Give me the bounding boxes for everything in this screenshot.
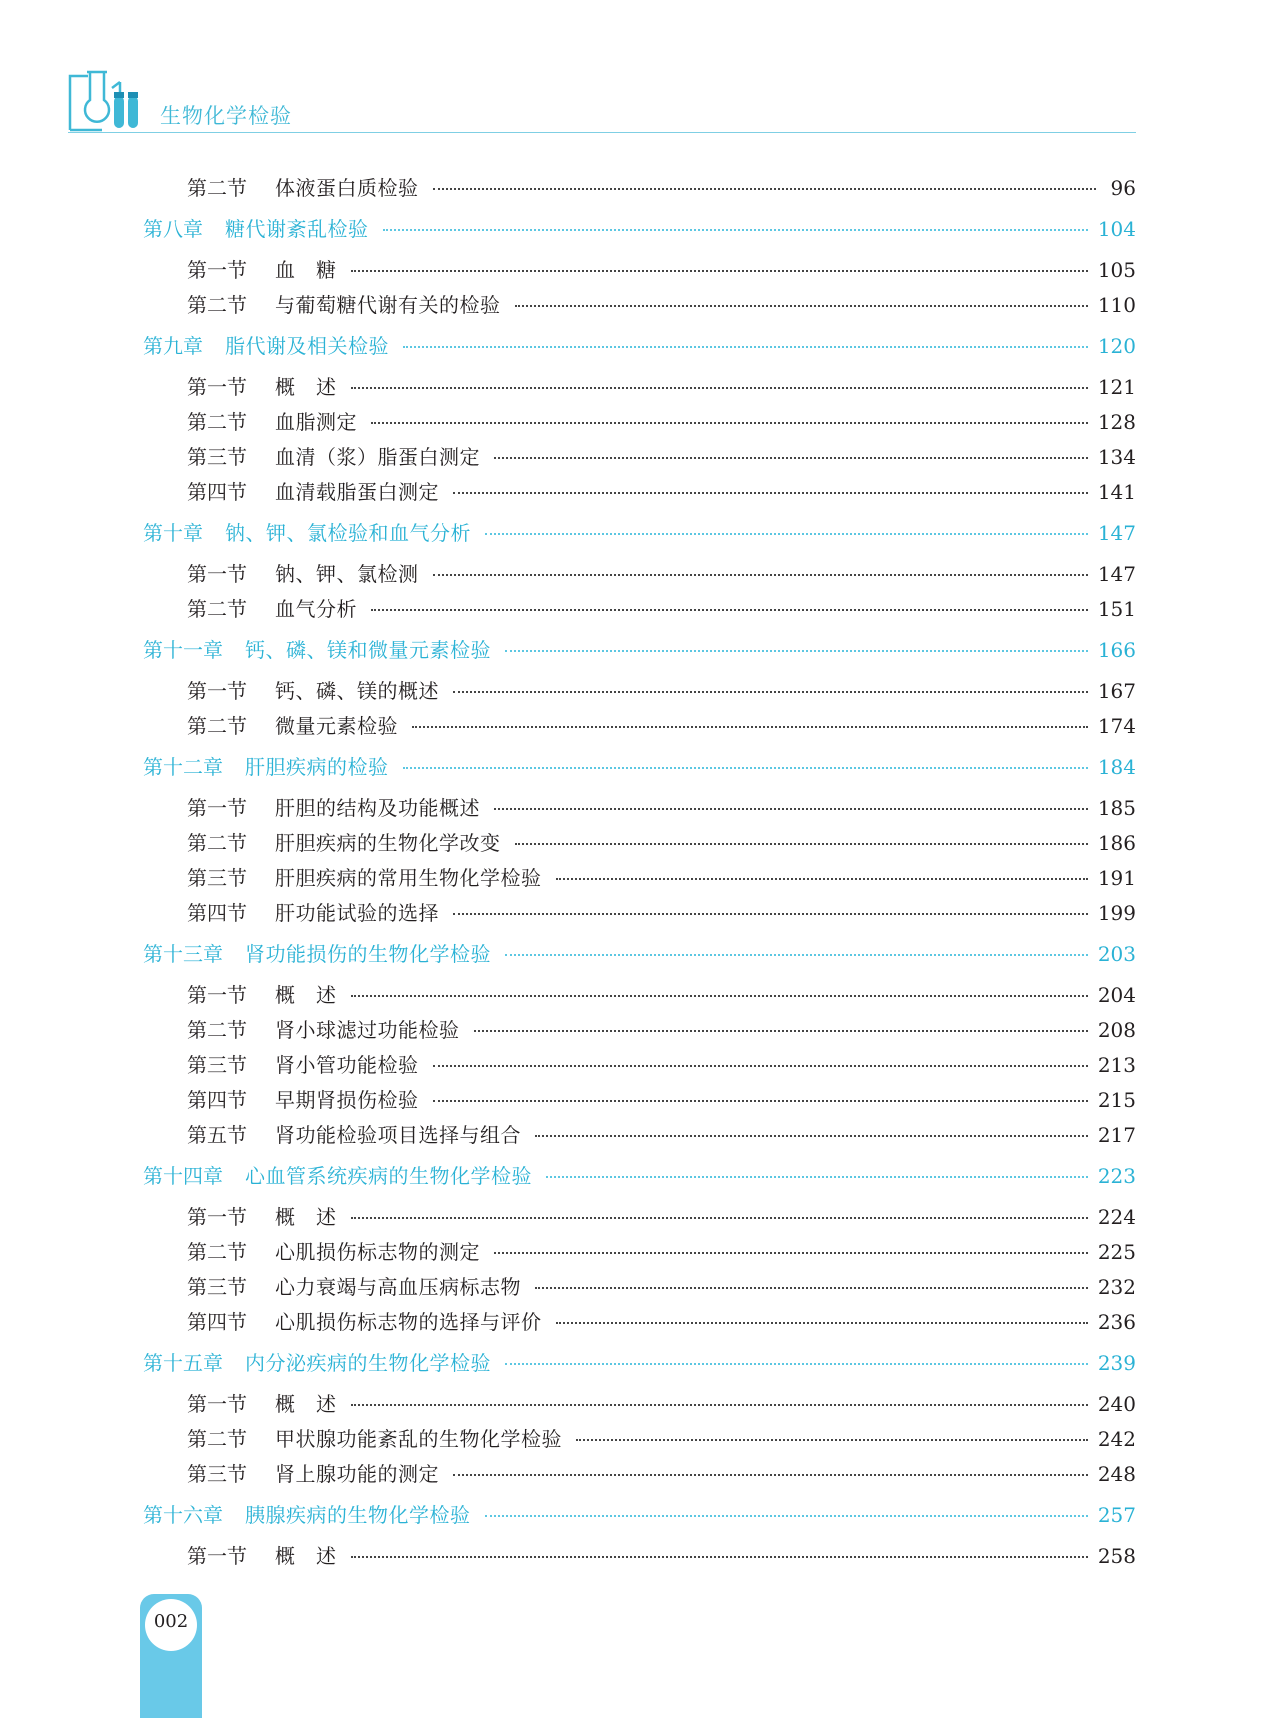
toc-section-entry[interactable] [187,980,1136,1010]
chapter-title: 肾功能损伤的生物化学检验 [245,942,491,966]
chapter-number: 第十章 [143,521,203,545]
section-number: 第二节 [187,1018,247,1042]
page-ref: 203 [1097,942,1136,966]
section-number: 第四节 [187,480,247,504]
page-ref: 224 [1097,1205,1136,1229]
section-title: 血气分析 [275,597,357,621]
section-title: 血 糖 [275,258,337,282]
section-number: 第四节 [187,901,247,925]
toc-section-entry[interactable] [187,898,1136,928]
toc-section-entry[interactable] [187,1307,1136,1337]
section-number: 第二节 [187,831,247,855]
toc-chapter-entry[interactable] [143,214,1136,244]
dot-leader [494,457,1088,459]
page-number: 002 [153,1611,189,1632]
toc-section-entry[interactable] [187,711,1136,741]
section-number: 第二节 [187,1427,247,1451]
dot-leader [505,1363,1088,1365]
toc-section-entry[interactable] [187,828,1136,858]
chapter-title: 心血管系统疾病的生物化学检验 [245,1164,532,1188]
dot-leader [556,1322,1088,1324]
section-number: 第五节 [187,1123,247,1147]
toc-section-entry[interactable] [187,1120,1136,1150]
section-number: 第三节 [187,1053,247,1077]
dot-leader [546,1176,1088,1178]
dot-leader [351,270,1088,272]
section-number: 第一节 [187,983,247,1007]
section-title: 血清载脂蛋白测定 [275,480,439,504]
section-number: 第一节 [187,562,247,586]
dot-leader [453,691,1088,693]
section-title: 甲状腺功能紊乱的生物化学检验 [275,1427,562,1451]
dot-leader [351,1217,1088,1219]
toc-section-entry[interactable] [187,1015,1136,1045]
section-number: 第二节 [187,410,247,434]
dot-leader [412,726,1088,728]
toc-section-entry[interactable] [187,1272,1136,1302]
section-title: 微量元素检验 [275,714,398,738]
dot-leader [351,1404,1088,1406]
section-number: 第一节 [187,258,247,282]
dot-leader [351,387,1088,389]
section-title: 心力衰竭与高血压病标志物 [275,1275,521,1299]
section-number: 第一节 [187,1392,247,1416]
page-ref: 147 [1097,562,1136,586]
page-ref: 105 [1097,258,1136,282]
page-ref: 147 [1097,521,1136,545]
dot-leader [453,913,1088,915]
toc-chapter-entry[interactable] [143,635,1136,665]
dot-leader [433,1100,1088,1102]
toc-chapter-entry[interactable] [143,331,1136,361]
section-title: 钙、磷、镁的概述 [275,679,439,703]
page-ref: 257 [1097,1503,1136,1527]
toc-chapter-entry[interactable] [143,752,1136,782]
dot-leader [494,808,1088,810]
toc-section-entry[interactable] [187,1202,1136,1232]
page-ref: 104 [1097,217,1136,241]
page-ref: 258 [1097,1544,1136,1568]
page-ref: 239 [1097,1351,1136,1375]
toc-section-entry[interactable] [187,676,1136,706]
page-ref: 240 [1097,1392,1136,1416]
dot-leader [515,305,1088,307]
dot-leader [383,229,1088,231]
page-ref: 185 [1097,796,1136,820]
page-ref: 199 [1097,901,1136,925]
chapter-title: 胰腺疾病的生物化学检验 [245,1503,471,1527]
toc-section-entry[interactable] [187,1424,1136,1454]
toc-section-entry[interactable] [187,863,1136,893]
page-ref: 134 [1097,445,1136,469]
toc-chapter-entry[interactable] [143,1161,1136,1191]
section-title: 早期肾损伤检验 [275,1088,419,1112]
chapter-title: 糖代谢紊乱检验 [225,217,369,241]
section-title: 概 述 [275,375,337,399]
section-number: 第二节 [187,1240,247,1264]
chapter-number: 第十三章 [143,942,223,966]
toc-section-entry[interactable] [187,559,1136,589]
chapter-number: 第十四章 [143,1164,223,1188]
toc-chapter-entry[interactable] [143,939,1136,969]
section-title: 肝胆疾病的生物化学改变 [275,831,501,855]
page-ref: 208 [1097,1018,1136,1042]
section-title: 钠、钾、氯检测 [275,562,419,586]
dot-leader [474,1030,1088,1032]
toc-section-entry[interactable] [187,594,1136,624]
chapter-number: 第八章 [143,217,203,241]
page-ref: 217 [1097,1123,1136,1147]
toc-section-entry[interactable] [187,173,1136,203]
chapter-title: 内分泌疾病的生物化学检验 [245,1351,491,1375]
page-ref: 96 [1110,176,1136,200]
dot-leader [485,1515,1088,1517]
dot-leader [505,650,1088,652]
page-ref: 174 [1097,714,1136,738]
section-number: 第四节 [187,1310,247,1334]
page-ref: 204 [1097,983,1136,1007]
page-ref: 248 [1097,1462,1136,1486]
dot-leader [535,1135,1088,1137]
toc-section-entry[interactable] [187,1541,1136,1571]
toc-section-entry[interactable] [187,290,1136,320]
dot-leader [494,1252,1088,1254]
page-ref: 166 [1097,638,1136,662]
page-ref: 242 [1097,1427,1136,1451]
section-title: 概 述 [275,983,337,1007]
page-ref: 128 [1097,410,1136,434]
page-ref: 141 [1097,480,1136,504]
dot-leader [535,1287,1088,1289]
dot-leader [403,767,1088,769]
section-title: 心肌损伤标志物的测定 [275,1240,480,1264]
toc-section-entry[interactable] [187,255,1136,285]
dot-leader [576,1439,1088,1441]
section-number: 第一节 [187,679,247,703]
dot-leader [453,1474,1088,1476]
dot-leader [515,843,1088,845]
section-number: 第三节 [187,1462,247,1486]
page-ref: 151 [1097,597,1136,621]
dot-leader [403,346,1088,348]
dot-leader [556,878,1088,880]
page-ref: 225 [1097,1240,1136,1264]
dot-leader [505,954,1088,956]
section-number: 第三节 [187,445,247,469]
dot-leader [351,1556,1088,1558]
page-ref: 191 [1097,866,1136,890]
page-ref: 223 [1097,1164,1136,1188]
chapter-title: 肝胆疾病的检验 [245,755,389,779]
section-title: 肾上腺功能的测定 [275,1462,439,1486]
chapter-number: 第九章 [143,334,203,358]
section-number: 第一节 [187,1205,247,1229]
page-ref: 184 [1097,755,1136,779]
dot-leader [371,422,1088,424]
toc-section-entry[interactable] [187,1237,1136,1267]
page-ref: 186 [1097,831,1136,855]
section-number: 第一节 [187,375,247,399]
section-title: 肾小管功能检验 [275,1053,419,1077]
section-number: 第二节 [187,293,247,317]
toc-section-entry[interactable] [187,1459,1136,1489]
page-ref: 121 [1097,375,1136,399]
section-title: 体液蛋白质检验 [275,176,419,200]
section-number: 第三节 [187,1275,247,1299]
page-ref: 215 [1097,1088,1136,1112]
page-ref: 110 [1097,293,1136,317]
toc-section-entry[interactable] [187,477,1136,507]
toc-section-entry[interactable] [187,407,1136,437]
page-ref: 120 [1097,334,1136,358]
toc-chapter-entry[interactable] [143,1348,1136,1378]
section-title: 与葡萄糖代谢有关的检验 [275,293,501,317]
dot-leader [433,574,1088,576]
section-number: 第二节 [187,714,247,738]
section-title: 肝功能试验的选择 [275,901,439,925]
toc-chapter-entry[interactable] [143,1500,1136,1530]
book-title: 生物化学检验 [160,104,292,128]
chapter-number: 第十一章 [143,638,223,662]
page-ref: 236 [1097,1310,1136,1334]
section-title: 肝胆疾病的常用生物化学检验 [275,866,542,890]
toc-section-entry[interactable] [187,1085,1136,1115]
section-number: 第一节 [187,1544,247,1568]
section-title: 肝胆的结构及功能概述 [275,796,480,820]
section-number: 第四节 [187,1088,247,1112]
toc-section-entry[interactable] [187,442,1136,472]
toc-section-entry[interactable] [187,372,1136,402]
section-title: 血清（浆）脂蛋白测定 [275,445,480,469]
chapter-title: 脂代谢及相关检验 [225,334,389,358]
section-title: 肾功能检验项目选择与组合 [275,1123,521,1147]
section-title: 肾小球滤过功能检验 [275,1018,460,1042]
section-title: 心肌损伤标志物的选择与评价 [275,1310,542,1334]
chapter-number: 第十五章 [143,1351,223,1375]
section-title: 概 述 [275,1392,337,1416]
chapter-title: 钠、钾、氯检验和血气分析 [225,521,471,545]
dot-leader [433,188,1097,190]
toc-section-entry[interactable] [187,1050,1136,1080]
toc-chapter-entry[interactable] [143,518,1136,548]
dot-leader [485,533,1088,535]
chapter-title: 钙、磷、镁和微量元素检验 [245,638,491,662]
section-title: 概 述 [275,1544,337,1568]
section-title: 概 述 [275,1205,337,1229]
section-number: 第一节 [187,796,247,820]
section-title: 血脂测定 [275,410,357,434]
toc-section-entry[interactable] [187,1389,1136,1419]
page-ref: 232 [1097,1275,1136,1299]
dot-leader [453,492,1088,494]
section-number: 第二节 [187,176,247,200]
page-ref: 167 [1097,679,1136,703]
dot-leader [371,609,1088,611]
chapter-number: 第十六章 [143,1503,223,1527]
section-number: 第二节 [187,597,247,621]
page-ref: 213 [1097,1053,1136,1077]
toc-section-entry[interactable] [187,793,1136,823]
dot-leader [351,995,1088,997]
dot-leader [433,1065,1088,1067]
chapter-number: 第十二章 [143,755,223,779]
section-number: 第三节 [187,866,247,890]
